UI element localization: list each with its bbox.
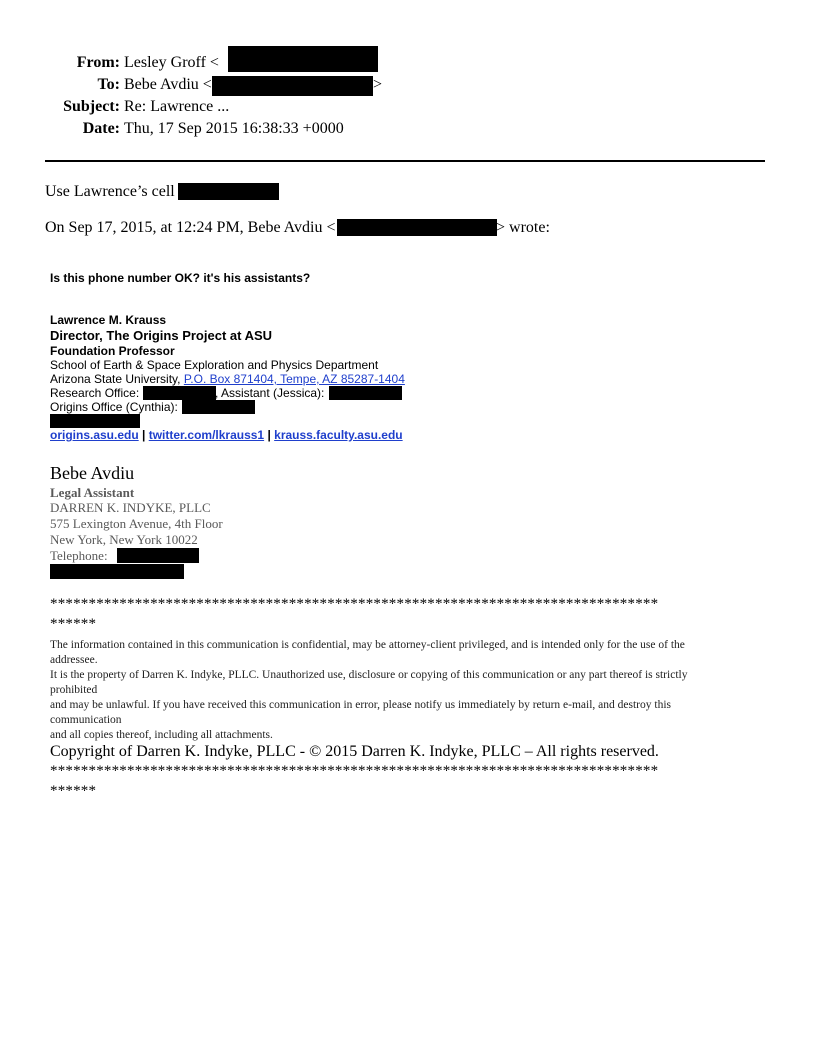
research-office-label: Research Office:: [50, 386, 140, 400]
link-origins[interactable]: origins.asu.edu: [50, 428, 139, 442]
redaction-block: [228, 46, 378, 72]
link-faculty[interactable]: krauss.faculty.asu.edu: [274, 428, 403, 442]
avdiu-telephone-label: Telephone:: [50, 548, 108, 563]
from-label: From:: [76, 54, 120, 71]
avdiu-title: Legal Assistant: [50, 485, 135, 500]
date-label: Date:: [82, 120, 120, 137]
disclaimer-line: It is the property of Darren K. Indyke, PLLC. Unauthorized use, disclosure or copying of this communication or any part thereof is strictly: [50, 669, 688, 681]
avdiu-address1: 575 Lexington Avenue, 4th Floor: [50, 516, 223, 531]
reply-text: Use Lawrence’s cell: [45, 183, 175, 200]
to-value[interactable]: Bebe Avdiu <: [124, 76, 212, 93]
redaction-block: [329, 386, 402, 400]
to-label: To:: [97, 76, 120, 93]
disclaimer-line: communication: [50, 714, 122, 726]
sig-links: [50, 428, 403, 442]
subject-label: Subject:: [63, 98, 120, 115]
date-value: Thu, 17 Sep 2015 16:38:33 +0000: [124, 120, 344, 137]
redaction-block: [337, 219, 497, 236]
link-separator: |: [138, 428, 149, 442]
sig-name: Lawrence M. Krauss: [50, 313, 167, 327]
origins-office-label: Origins Office (Cynthia):: [50, 400, 178, 414]
avdiu-name: Bebe Avdiu: [50, 463, 135, 483]
quote-intro-end: > wrote:: [496, 219, 550, 236]
from-value[interactable]: Lesley Groff <: [124, 54, 219, 71]
assistant-label: , Assistant (Jessica):: [215, 386, 325, 400]
link-separator: |: [264, 428, 275, 442]
redaction-block: [117, 548, 199, 563]
sig-department: School of Earth & Space Exploration and Physics Department: [50, 358, 379, 372]
quote-intro-start: On Sep 17, 2015, at 12:24 PM, Bebe Avdiu <: [45, 219, 336, 236]
redaction-block: [143, 386, 216, 400]
avdiu-firm: DARREN K. INDYKE, PLLC: [50, 500, 211, 515]
redaction-block: [212, 76, 373, 96]
sig-role: Foundation Professor: [50, 344, 175, 358]
avdiu-address2: New York, New York 10022: [50, 532, 198, 547]
sig-university-prefix: Arizona State University,: [50, 372, 184, 386]
sig-university: [50, 372, 405, 386]
to-close: >: [373, 76, 383, 93]
quoted-question: Is this phone number OK? it's his assistants?: [50, 271, 311, 285]
stars-line: ******: [50, 783, 97, 799]
copyright: Copyright of Darren K. Indyke, PLLC - © 2015 Darren K. Indyke, PLLC – All rights reserved.: [50, 743, 659, 760]
redaction-block: [182, 400, 255, 414]
subject-value: Re: Lawrence ...: [124, 98, 230, 115]
stars-line: ******: [50, 616, 97, 632]
disclaimer-line: addressee.: [50, 654, 98, 666]
sig-title: Director, The Origins Project at ASU: [50, 328, 273, 343]
header-divider: [45, 160, 765, 162]
redaction-block: [178, 183, 279, 200]
disclaimer-line: The information contained in this communication is confidential, may be attorney-client privileged, and is intended only for the use of the: [50, 639, 685, 651]
disclaimer-line: prohibited: [50, 684, 98, 696]
redaction-block: [50, 564, 184, 579]
stars-line: *******************************************************************************: [50, 763, 659, 779]
redaction-block: [50, 414, 140, 428]
disclaimer-line: and all copies thereof, including all attachments.: [50, 729, 273, 741]
disclaimer-line: and may be unlawful. If you have received this communication in error, please notify us immediately by return e-mail, and destroy this: [50, 699, 671, 711]
address-link[interactable]: P.O. Box 871404, Tempe, AZ 85287-1404: [183, 372, 405, 386]
link-twitter[interactable]: twitter.com/lkrauss1: [148, 428, 265, 442]
stars-line: *******************************************************************************: [50, 596, 659, 612]
